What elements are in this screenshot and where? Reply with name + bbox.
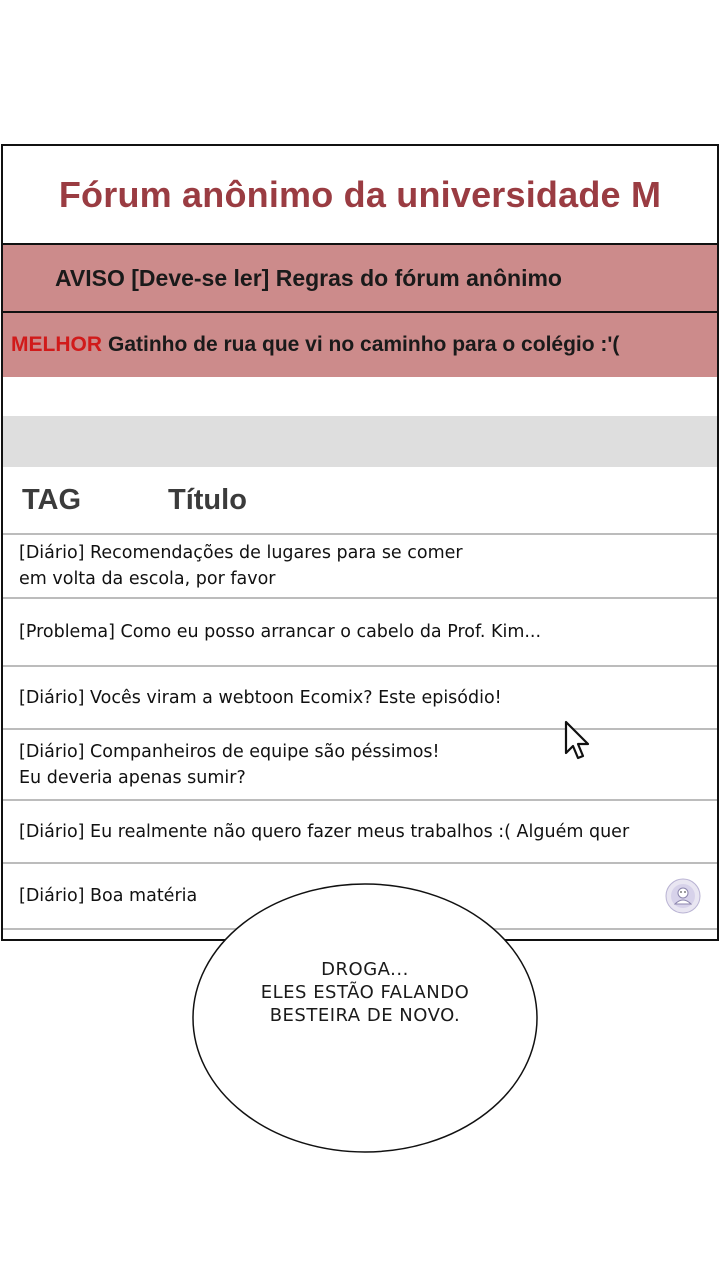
speech-bubble xyxy=(192,883,538,1153)
forum-header xyxy=(3,146,717,245)
speech-bubble-text xyxy=(192,883,538,1153)
bubble-line: BESTEIRA DE NOVO. xyxy=(269,1004,461,1026)
post-title-line: [Diário] Boa matéria xyxy=(19,886,198,906)
bubble-line: ELES ESTÃO FALANDO xyxy=(260,981,470,1003)
user-avatar-icon[interactable] xyxy=(665,878,701,914)
column-header-tag: TAG xyxy=(22,483,82,516)
post-title-line: [Diário] Recomendações de lugares para se comer xyxy=(19,543,463,563)
divider-bar xyxy=(3,416,717,467)
post-row[interactable] xyxy=(3,599,717,667)
post-title-line: em volta da escola, por favor xyxy=(19,569,276,589)
post-row[interactable] xyxy=(3,535,717,599)
notice-post[interactable] xyxy=(3,245,717,313)
post-title-line: Eu deveria apenas sumir? xyxy=(19,767,246,788)
notice-title: AVISO [Deve-se ler] Regras do fórum anônimo xyxy=(55,264,562,291)
column-header-title: Título xyxy=(168,483,247,516)
post-row[interactable] xyxy=(3,730,717,801)
best-badge: MELHOR xyxy=(11,333,102,356)
post-title-line: [Problema] Como eu posso arrancar o cabelo da Prof. Kim... xyxy=(19,622,542,642)
post-title-line: [Diário] Eu realmente não quero fazer meus trabalhos :( Alguém quer xyxy=(19,821,630,842)
forum-panel xyxy=(1,144,719,941)
table-header xyxy=(3,467,717,535)
bubble-line: DROGA... xyxy=(321,958,409,980)
post-row[interactable] xyxy=(3,667,717,730)
post-title-line: [Diário] Companheiros de equipe são péssimos! xyxy=(19,741,440,762)
best-post-title: Gatinho de rua que vi no caminho para o colégio :'( xyxy=(108,333,620,356)
post-row[interactable] xyxy=(3,801,717,864)
spacer xyxy=(3,377,717,416)
best-post[interactable] xyxy=(3,313,717,377)
post-title-line: [Diário] Vocês viram a webtoon Ecomix? Este episódio! xyxy=(19,687,502,708)
forum-title: Fórum anônimo da universidade M xyxy=(58,173,662,215)
mouse-pointer-icon xyxy=(563,720,595,766)
